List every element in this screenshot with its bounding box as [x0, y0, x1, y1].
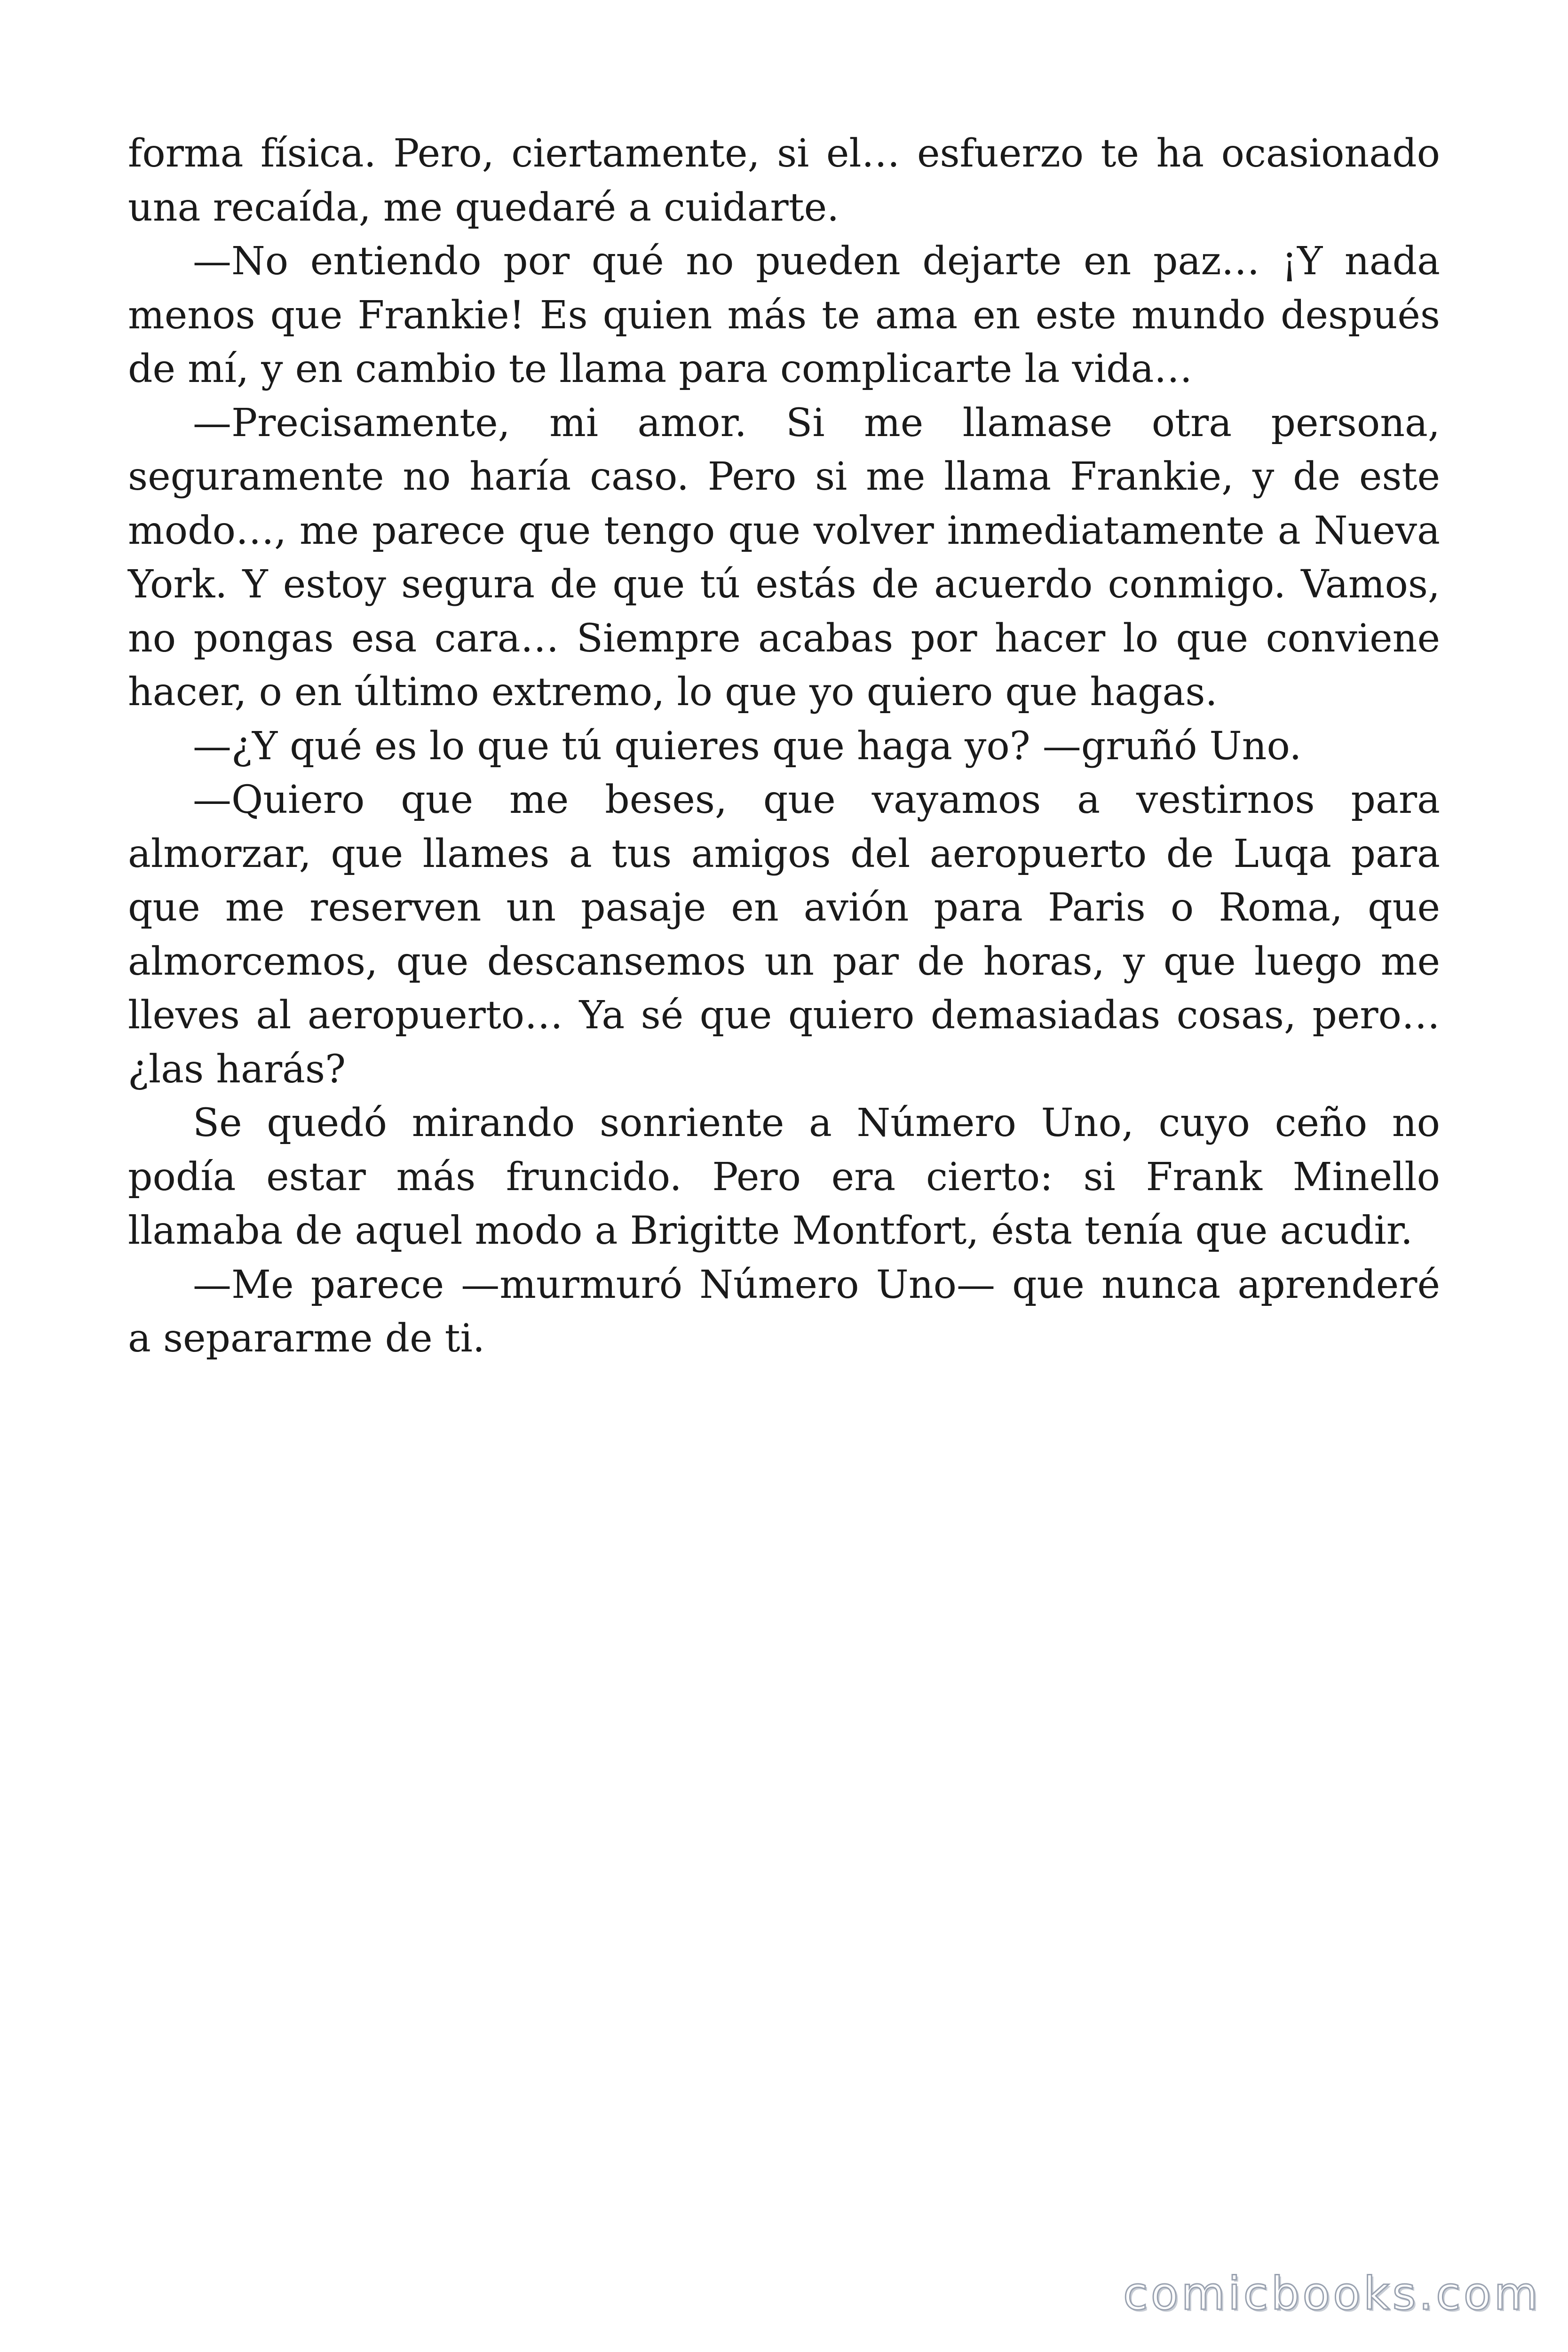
- paragraph-1: forma física. Pero, ciertamente, si el… esfuerzo te ha ocasionado una recaída, me quedaré a cuidarte.: [128, 131, 1440, 230]
- paragraph-7: —Me parece —murmuró Número Uno— que nunca aprenderé a separarme de ti.: [128, 1262, 1440, 1361]
- paragraph-2: —No entiendo por qué no pueden dejarte en paz… ¡Y nada menos que Frankie! Es quien más te ama en este mundo después de mí, y en cambio te llama para complicarte la vida…: [128, 239, 1440, 391]
- paragraph-3: —Precisamente, mi amor. Si me llamase otra persona, seguramente no haría caso. Pero si me llama Frankie, y de este modo…, me parece que tengo que volver inmediatamente a Nueva York. Y estoy segura de que tú estás de acuerdo conmigo. Vamos, no pongas esa cara… Siempre acabas por hacer lo que conviene hacer, o en último extremo, lo que yo quiero que hagas.: [128, 400, 1440, 715]
- watermark: comicbooks.com: [1123, 2267, 1541, 2320]
- paragraph-5: —Quiero que me beses, que vayamos a vestirnos para almorzar, que llames a tus amigos del aeropuerto de Luqa para que me reserven un pasaje en avión para Paris o Roma, que almorcemos, que descansemos un par de horas, y que luego me lleves al aeropuerto… Ya sé que quiero demasiadas cosas, pero… ¿las harás?: [128, 778, 1440, 1092]
- body-text: [128, 127, 1440, 1366]
- paragraph-6: Se quedó mirando sonriente a Número Uno, cuyo ceño no podía estar más fruncido. Pero era cierto: si Frank Minello llamaba de aquel modo a Brigitte Montfort, ésta tenía que acudir.: [128, 1101, 1440, 1253]
- paragraph-4: —¿Y qué es lo que tú quieres que haga yo? —gruñó Uno.: [193, 723, 1302, 769]
